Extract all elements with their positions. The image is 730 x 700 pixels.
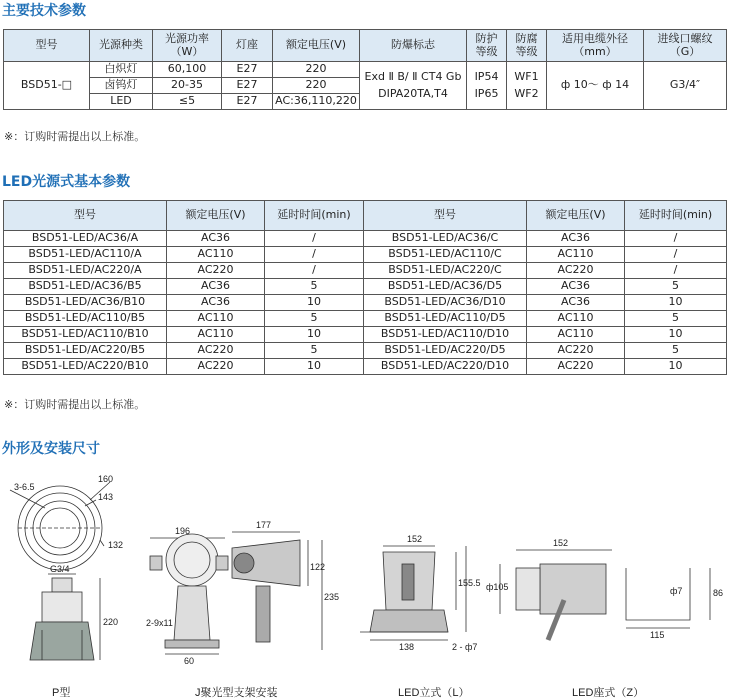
table-cell: AC110 [527, 311, 625, 327]
section-title-main-params: 主要技术参数 [2, 3, 86, 19]
wf-value: WF1 [514, 70, 539, 84]
header-cell: 额定电压(V) [527, 201, 625, 231]
cable-cell: ф 10～ ф 14 [547, 62, 644, 110]
table-cell: AC36 [527, 279, 625, 295]
p-type-side-view [30, 574, 100, 660]
table-cell: 5 [265, 279, 364, 295]
wf-cell [507, 62, 547, 110]
table-cell: BSD51-LED/AC110/C [364, 247, 527, 263]
j-dim-label: 60 [184, 656, 195, 666]
base-cell: E27 [222, 94, 273, 110]
table-cell: BSD51-LED/AC36/D5 [364, 279, 527, 295]
table-cell: 5 [625, 311, 727, 327]
main-params-table [3, 29, 727, 110]
table-cell: BSD51-LED/AC220/D5 [364, 343, 527, 359]
header-cell: 延时时间(min) [265, 201, 364, 231]
exmark-cell [360, 62, 467, 110]
wf-value: WF2 [514, 86, 539, 100]
table-cell: AC220 [167, 359, 265, 375]
power-cell: 60,100 [153, 62, 222, 78]
table-row [4, 247, 727, 263]
j-dim-label: 2-9x11 [146, 618, 173, 628]
header-cell: 防护 等级 [467, 30, 507, 62]
source-cell: LED [90, 94, 153, 110]
table-header-row [4, 30, 727, 62]
table-cell: AC110 [527, 247, 625, 263]
p-dim-label: 3-6.5 [14, 482, 35, 492]
j-dim-label: 196 [175, 526, 191, 536]
table-cell: BSD51-LED/AC36/B5 [4, 279, 167, 295]
table-cell: 10 [625, 359, 727, 375]
led-l-view [360, 546, 466, 640]
j-type-side-view [232, 532, 322, 650]
power-cell: 20-35 [153, 78, 222, 94]
table-row [4, 231, 727, 247]
p-type-top-view [10, 482, 110, 570]
order-note: ※：订购时需提出以上标准。 [4, 130, 146, 143]
table-cell: AC110 [167, 247, 265, 263]
exmark-line: DIPA20TA,T4 [378, 86, 448, 100]
table-cell: AC36 [167, 279, 265, 295]
table-cell: 10 [265, 295, 364, 311]
z-dim-label: ф105 [486, 582, 509, 592]
table-row [4, 279, 727, 295]
z-dim-label: 152 [553, 538, 569, 548]
table-cell: AC110 [167, 327, 265, 343]
table-cell: AC36 [167, 231, 265, 247]
table-cell: 10 [625, 327, 727, 343]
table-cell: BSD51-LED/AC110/D5 [364, 311, 527, 327]
table-cell: BSD51-LED/AC110/B10 [4, 327, 167, 343]
header-cell: 型号 [364, 201, 527, 231]
table-cell: BSD51-LED/AC220/A [4, 263, 167, 279]
base-cell: E27 [222, 78, 273, 94]
table-row [4, 359, 727, 375]
voltage-cell: 220 [273, 78, 360, 94]
l-dim-label: 152 [407, 534, 423, 544]
table-cell: / [265, 247, 364, 263]
table-cell: BSD51-LED/AC36/B10 [4, 295, 167, 311]
table-cell: BSD51-LED/AC110/D10 [364, 327, 527, 343]
table-cell: BSD51-LED/AC36/D10 [364, 295, 527, 311]
table-cell: BSD51-LED/AC110/A [4, 247, 167, 263]
order-note-2: ※：订购时需提出以上标准。 [4, 398, 146, 411]
z-dim-label: 115 [650, 630, 665, 640]
table-header-row [4, 201, 727, 231]
table-cell: AC36 [167, 295, 265, 311]
table-cell: 10 [265, 327, 364, 343]
table-cell: AC36 [527, 231, 625, 247]
j-type-front-view [150, 534, 228, 654]
table-cell: / [625, 247, 727, 263]
table-cell: AC220 [167, 263, 265, 279]
table-cell: / [625, 263, 727, 279]
z-dim-label: 86 [713, 588, 724, 598]
table-row [4, 295, 727, 311]
header-cell: 型号 [4, 201, 167, 231]
table-cell: AC110 [167, 311, 265, 327]
caption-j-type: J聚光型支架安装 [195, 687, 278, 699]
ip-cell [467, 62, 507, 110]
table-cell: AC220 [527, 263, 625, 279]
header-cell: 适用电缆外径 （mm） [547, 30, 644, 62]
table-cell: 5 [265, 343, 364, 359]
table-row [4, 327, 727, 343]
section-title-led-params: LED光源式基本参数 [2, 174, 131, 190]
model-cell: BSD51-□ [4, 62, 90, 110]
p-dim-label: 160 [98, 474, 114, 484]
table-cell: 5 [265, 311, 364, 327]
dimension-drawings [0, 460, 730, 700]
header-cell: 灯座 [222, 30, 273, 62]
header-cell: 防腐 等级 [507, 30, 547, 62]
header-cell: 型号 [4, 30, 90, 62]
ip-value: IP65 [474, 86, 499, 100]
table-cell: AC220 [527, 343, 625, 359]
table-row [4, 311, 727, 327]
table-cell: AC110 [527, 327, 625, 343]
table-cell: AC220 [527, 359, 625, 375]
table-cell: BSD51-LED/AC36/A [4, 231, 167, 247]
table-cell: / [625, 231, 727, 247]
led-params-table [3, 200, 727, 375]
table-row [4, 263, 727, 279]
table-cell: 5 [625, 343, 727, 359]
table-cell: AC220 [167, 343, 265, 359]
ip-value: IP54 [474, 70, 499, 84]
caption-p-type: P型 [52, 687, 71, 699]
j-dim-label: 122 [310, 562, 326, 572]
l-dim-label: 2 - ф7 [452, 642, 478, 652]
header-cell: 光源种类 [90, 30, 153, 62]
p-dim-label: 220 [103, 617, 119, 627]
source-cell: 卤钨灯 [90, 78, 153, 94]
table-cell: BSD51-LED/AC110/B5 [4, 311, 167, 327]
table-cell: BSD51-LED/AC220/C [364, 263, 527, 279]
table-cell: 5 [625, 279, 727, 295]
header-cell: 延时时间(min) [625, 201, 727, 231]
exmark-line: Exd Ⅱ B/ Ⅱ CT4 Gb [364, 70, 462, 84]
header-cell: 光源功率 （W） [153, 30, 222, 62]
p-dim-label: 132 [108, 540, 124, 550]
header-cell: 额定电压(V) [167, 201, 265, 231]
j-dim-label: 177 [256, 520, 272, 530]
l-dim-label: 138 [399, 642, 415, 652]
table-cell: / [265, 231, 364, 247]
l-dim-label: 155.5 [458, 578, 481, 588]
p-dim-label: G3/4 [50, 564, 70, 574]
p-dim-label: 143 [98, 492, 114, 502]
table-cell: AC36 [527, 295, 625, 311]
header-cell: 进线口螺纹 （G） [644, 30, 727, 62]
voltage-cell: AC:36,110,220 [273, 94, 360, 110]
base-cell: E27 [222, 62, 273, 78]
table-cell: 10 [625, 295, 727, 311]
caption-led-l: LED立式（L） [398, 687, 470, 699]
j-dim-label: 235 [324, 592, 340, 602]
thread-cell: G3/4″ [644, 62, 727, 110]
source-cell: 白炽灯 [90, 62, 153, 78]
table-cell: BSD51-LED/AC220/D10 [364, 359, 527, 375]
table-cell: / [265, 263, 364, 279]
z-dim-label: ф7 [670, 586, 683, 596]
header-cell: 额定电压(V) [273, 30, 360, 62]
table-cell: 10 [265, 359, 364, 375]
voltage-cell: 220 [273, 62, 360, 78]
table-row [4, 62, 727, 78]
table-row [4, 343, 727, 359]
table-cell: BSD51-LED/AC220/B5 [4, 343, 167, 359]
table-cell: BSD51-LED/AC220/B10 [4, 359, 167, 375]
header-cell: 防爆标志 [360, 30, 467, 62]
caption-led-z: LED座式（Z） [572, 687, 645, 699]
section-title-dimensions: 外形及安装尺寸 [2, 441, 100, 457]
table-cell: BSD51-LED/AC36/C [364, 231, 527, 247]
power-cell: ≤5 [153, 94, 222, 110]
